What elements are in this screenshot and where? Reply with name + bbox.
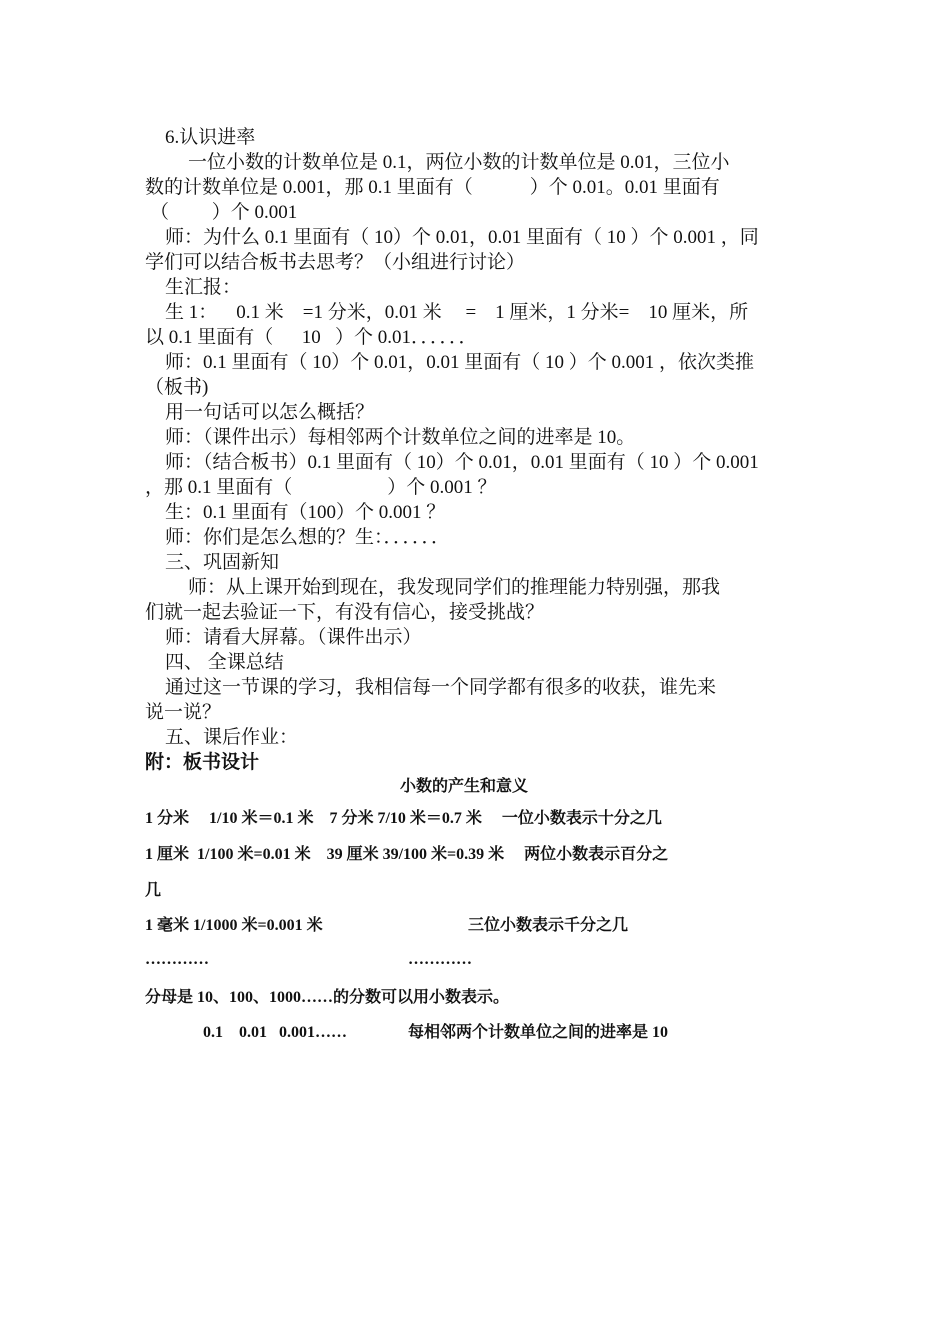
paragraph-line: （ ）个 0.001 xyxy=(150,202,298,223)
board-row: 1 毫米 1/1000 米=0.001 米 xyxy=(145,917,323,934)
board-ellipsis: ………… xyxy=(145,951,209,968)
section-5-title: 五、课后作业： xyxy=(165,727,299,748)
section-3-title: 三、巩固新知 xyxy=(165,552,280,573)
paragraph-line: ，那 0.1 里面有（ ）个 0.001 ？ xyxy=(145,477,497,498)
paragraph-line: 师：0.1 里面有（ 10）个 0.01，0.01 里面有（ 10 ）个 0.001 ，依次类推 xyxy=(165,352,755,373)
paragraph-line: 生 1： 0.1 米 =1 分米，0.01 米 = 1 厘米，1 分米= 10 厘米，所 xyxy=(165,302,749,323)
paragraph-line: 一位小数的计数单位是 0.1，两位小数的计数单位是 0.01，三位小 xyxy=(188,152,730,173)
board-ellipsis: ………… xyxy=(408,951,472,968)
board-design-heading: 附：板书设计 xyxy=(145,752,260,773)
section-6-title: 6.认识进率 xyxy=(165,127,256,148)
board-row: 1 分米 1/10 米＝0.1 米 7 分米 7/10 米＝0.7 米 一位小数表示十分之几 xyxy=(145,810,662,827)
paragraph-line: 师：为什么 0.1 里面有（ 10）个 0.01，0.01 里面有（ 10 ）个 0.001 ，同 xyxy=(165,227,759,248)
board-row: 每相邻两个计数单位之间的进率是 10 xyxy=(408,1024,669,1041)
board-row: 几 xyxy=(145,882,162,899)
paragraph-line: 说一说？ xyxy=(145,702,222,723)
paragraph-line: 师：从上课开始到现在，我发现同学们的推理能力特别强，那我 xyxy=(188,577,721,598)
paragraph-line: 学们可以结合板书去思考？（小组进行讨论） xyxy=(145,252,526,273)
paragraph-line: 师：你们是怎么想的？生：．．．．．． xyxy=(165,527,451,548)
paragraph-line: 用一句话可以怎么概括？ xyxy=(165,402,375,423)
board-row: 三位小数表示千分之几 xyxy=(468,917,629,934)
paragraph-line: 数的计数单位是 0.001，那 0.1 里面有（ ）个 0.01。0.01 里面有 xyxy=(145,177,720,198)
paragraph-line: （板书) xyxy=(145,377,209,398)
paragraph-line: 生：0.1 里面有（100）个 0.001 ？ xyxy=(165,502,446,523)
paragraph-line: 师：（结合板书）0.1 里面有（ 10）个 0.01，0.01 里面有（ 10 ）个 0.001 xyxy=(165,452,759,473)
paragraph-line: 通过这一节课的学习，我相信每一个同学都有很多的收获，谁先来 xyxy=(165,677,717,698)
board-row: 1 厘米 1/100 米=0.01 米 39 厘米 39/100 米=0.39 米 两位小数表示百分之 xyxy=(145,846,669,863)
board-row: 分母是 10、100、1000……的分数可以用小数表示。 xyxy=(145,989,510,1006)
paragraph-line: 生汇报： xyxy=(165,277,242,298)
board-title: 小数的产生和意义 xyxy=(400,778,529,795)
paragraph-line: 以 0.1 里面有（ 10 ）个 0.01．．．．．． xyxy=(145,327,478,348)
paragraph-line: 们就一起去验证一下，有没有信心，接受挑战？ xyxy=(145,602,545,623)
section-4-title: 四、 全课总结 xyxy=(165,652,284,673)
paragraph-line: 师：请看大屏幕。（课件出示） xyxy=(165,627,422,648)
paragraph-line: 师：（课件出示）每相邻两个计数单位之间的进率是 10。 xyxy=(165,427,636,448)
board-row: 0.1 0.01 0.001…… xyxy=(203,1024,347,1041)
